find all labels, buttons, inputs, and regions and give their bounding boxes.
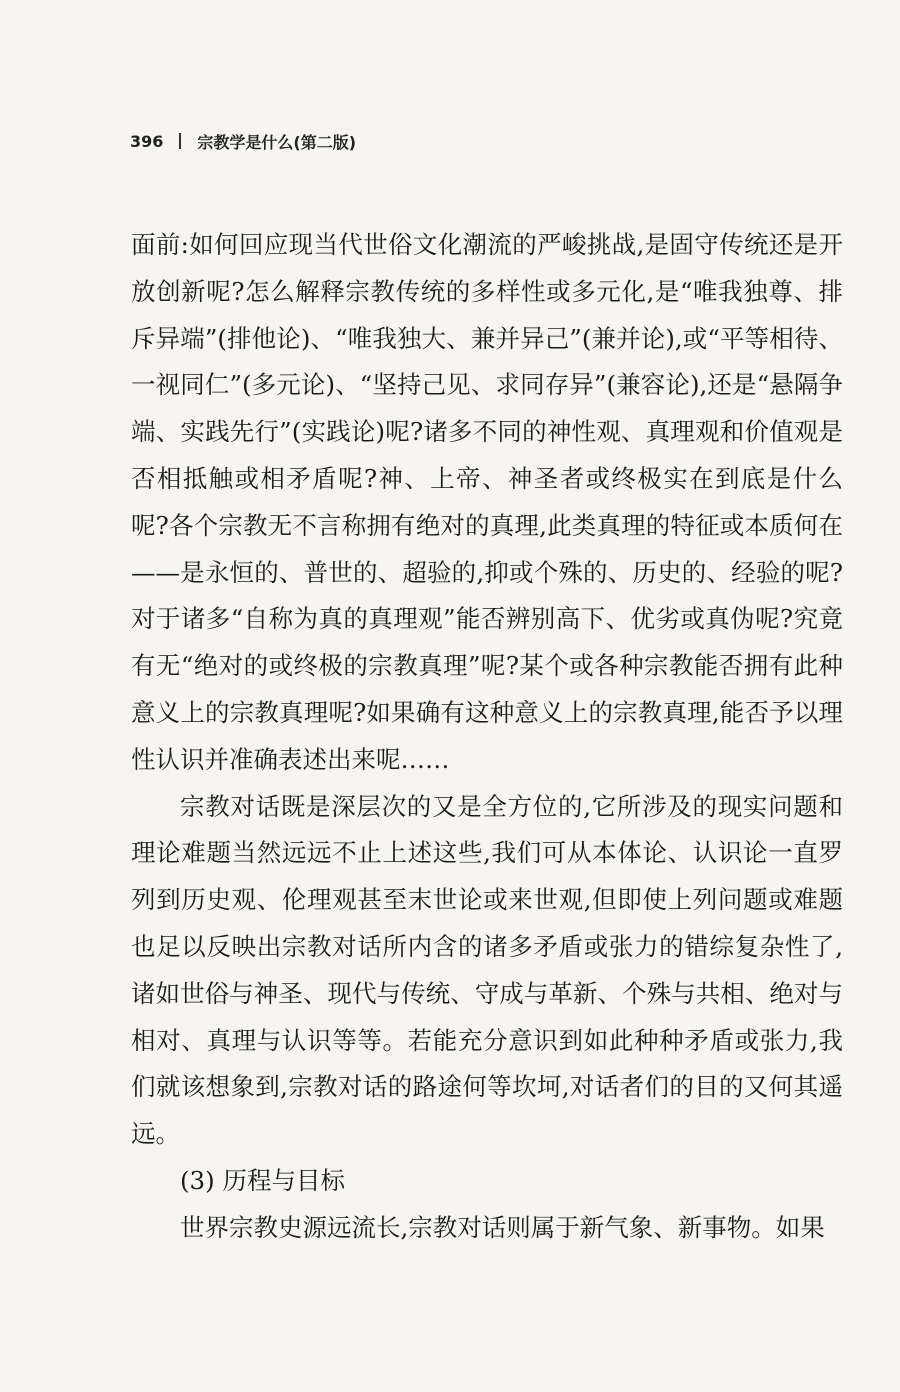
book-title: 宗教学是什么(第二版) — [197, 132, 357, 152]
paragraph: 世界宗教史源远流长,宗教对话则属于新气象、新事物。如果 — [180, 1212, 825, 1242]
page-number: 396 — [130, 131, 164, 151]
paragraph-continued: 面前:如何回应现当代世俗文化潮流的严峻挑战,是固守传统还是开放创新呢?怎么解释宗教传统的多样性或多元化,是“唯我独尊、排斥异端”(排他论)、“唯我独大、兼并异己”(兼并论),或“平等相待、一视同仁”(多元论)、“坚持己见、求同存异”(兼容论),还是“悬隔争端、实践先行”(实践论)呢?诸多不同的神性观、真理观和价值观是否相抵触或相矛盾呢?神、上帝、神圣者或终极实在到底是什么呢?各个宗教无不言称拥有绝对的真理,此类真理的特征或本质何在——是永恒的、普世的、超验的,抑或个殊的、历史的、经验的呢?对于诸多“自称为真的真理观”能否辨别高下、优劣或真伪呢?究竟有无“绝对的或终极的宗教真理”呢?某个或各种宗教能否拥有此种意义上的宗教真理呢?如果确有这种意义上的宗教真理,能否予以理性认识并准确表述出来呢…… — [131, 230, 843, 774]
paragraph: 宗教对话既是深层次的又是全方位的,它所涉及的现实问题和理论难题当然远远不止上述这些,我们可从本体论、认识论一直罗列到历史观、伦理观甚至末世论或来世观,但即使上列问题或难题也足以反映出宗教对话所内含的诸多矛盾或张力的错综复杂性了,诸如世俗与神圣、现代与传统、守成与革新、个殊与共相、绝对与相对、真理与认识等等。若能充分意识到如此种种矛盾或张力,我们就该想象到,宗教对话的路途何等坎坷,对话者们的目的又何其遥远。 — [131, 791, 843, 1149]
section-heading: (3) 历程与目标 — [180, 1165, 345, 1195]
header-divider — [179, 133, 181, 149]
body-text — [131, 222, 843, 1252]
running-head — [130, 126, 356, 156]
